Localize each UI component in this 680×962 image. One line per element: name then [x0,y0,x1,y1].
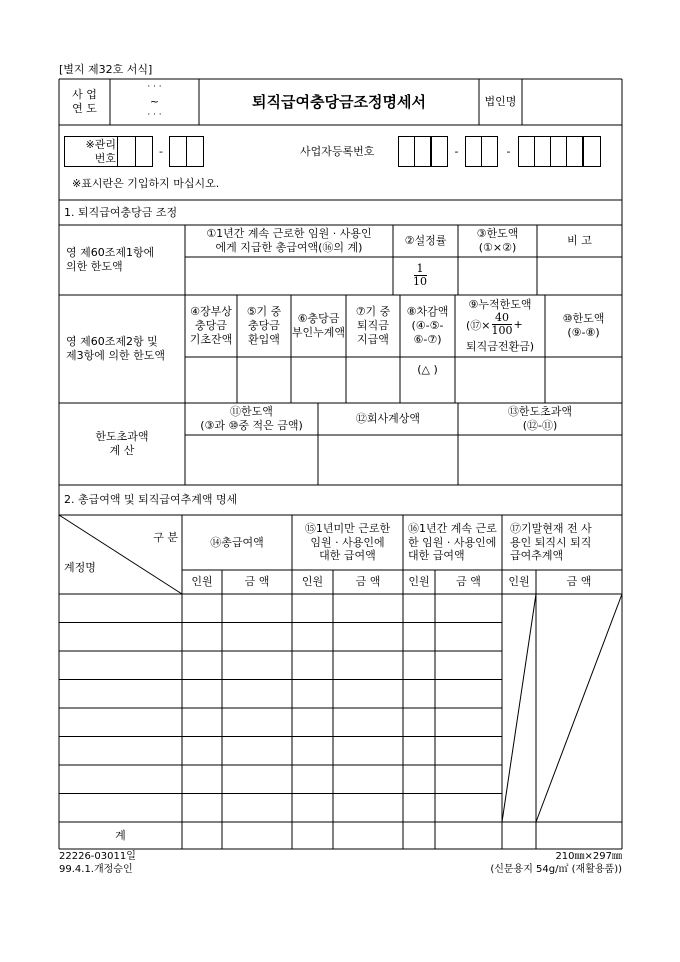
biz-reg-number-cell[interactable] [518,136,535,167]
biz-reg-number-cell[interactable] [583,136,601,167]
mgmt-number-cell[interactable] [169,136,187,167]
business-year-label: 사 업 연 도 [72,88,97,115]
corp-name-field[interactable] [522,79,622,125]
rate-denominator: 10 [413,275,427,289]
blockB-label: 영 제60조제2항 및 제3항에 의한 한도액 [66,335,165,362]
form-code: 22226-03011일 [59,851,136,863]
group-1yr-continuous: ⑯1년간 계속 근로 한 임원 · 사용인에 대한 급여액 [408,521,497,563]
blockB-col-header: ⑩한도액 (⑨-⑧) [562,312,605,339]
biz-reg-number-cell[interactable] [481,136,498,167]
form-id: [별지 제32호 서식] [59,63,153,77]
col9-fraction [492,312,513,337]
paper-spec: (신문용지 54g/㎡ (재활용품)) [490,864,622,876]
biz-reg-number-cell[interactable] [465,136,482,167]
biz-reg-number-cell[interactable] [398,136,415,167]
total-row-label: 계 [115,828,126,842]
biz-reg-number-cell[interactable] [566,136,583,167]
blockA-remarks-header: 비 고 [567,234,592,248]
col9-denominator: 100 [491,324,513,338]
count-subheader: 인원 [408,575,430,589]
section1-title: 1. 퇴직급여충당금 조정 [64,205,178,219]
blockA-col2-header: ②설정률 [404,234,447,248]
corner-account: 계정명 [64,561,96,575]
mgmt-number-cell[interactable] [186,136,204,167]
deduction-delta: (△ ) [417,363,438,377]
setting-rate-fraction [413,263,427,288]
approval-date: 99.4.1.개정승인 [59,864,133,876]
amount-subheader: 금 액 [456,575,481,589]
count-subheader: 인원 [191,575,213,589]
grid-line [536,594,622,822]
blockB-col-header: ⑦기 중 퇴직금 지급액 [355,305,391,346]
blockC-col11-header: ⑪한도액 (③과 ⑩중 적은 금액) [200,405,303,432]
biz-reg-number-cell[interactable] [414,136,431,167]
mgmt-number-cell[interactable] [117,136,136,167]
count-subheader: 인원 [301,575,324,589]
blockB-col-header: ⑧차감액 (④-⑤- ⑥-⑦) [406,305,449,346]
group-under-1yr: ⑮1년미만 근로한 임원 · 사용인에 대한 급여액 [304,521,391,563]
biz-reg-number-cell[interactable] [534,136,551,167]
group-total-salary: ⑭총급여액 [210,535,264,549]
amount-subheader: 금 액 [566,575,592,589]
section2-title: 2. 총급여액 및 퇴직급여추계액 명세 [64,493,238,507]
col9-plus: + [513,318,523,332]
col9-prefix: (⑰× [466,318,491,332]
year-start-date[interactable]: · · · [147,82,162,93]
mgmt-number-cell[interactable] [135,136,153,167]
note-text: ※표시란은 기입하지 마십시오. [72,177,220,191]
blockA-label: 영 제60조제1항에 의한 한도액 [66,246,155,273]
blockA-col1-header: ①1년간 계속 근로한 임원 · 사용인 에게 지급한 총급여액(⑯의 계) [206,227,372,254]
biz-reg-number-cell[interactable] [550,136,567,167]
blockB-col9-header: ⑨누적한도액 [468,298,532,312]
grid-line [59,515,182,594]
blockB-col-header: ⑥충당금 부인누계액 [291,312,346,339]
col9-tail: 퇴직금전환금) [465,340,535,354]
group-retirement-estimate: ⑰기말현재 전 사 용인 퇴직시 퇴직 급여추계액 [510,521,592,563]
blockB-col-header: ④장부상 충당금 기초잔액 [189,305,233,346]
paper-size: 210㎜×297㎜ [555,851,622,863]
biz-reg-number-label: 사업자등록번호 [300,144,375,158]
blockC-col12-header: ⑫회사계상액 [355,412,421,426]
amount-subheader: 금 액 [244,575,270,589]
col9-numerator: 40 [492,312,512,325]
dash: - [454,144,459,158]
year-end-date[interactable]: · · · [147,110,162,121]
blockB-col-header: ⑤기 중 충당금 환입액 [246,305,282,346]
dash: - [506,144,511,158]
page-title: 퇴직급여충당금조정명세서 [252,92,426,111]
blockA-col3-header: ③한도액 (①×②) [476,227,519,254]
corner-category: 구 분 [153,531,178,545]
dash: - [159,144,163,158]
blockC-label: 한도초과액 계 산 [95,430,149,457]
count-subheader: 인원 [508,575,530,589]
grid-line [502,594,536,822]
rate-numerator: 1 [414,263,427,276]
amount-subheader: 금 액 [355,575,381,589]
mgmt-number-label: ※관리 번호 [85,137,116,165]
blockC-col13-header: ⑬한도초과액 (⑫-⑪) [507,405,573,432]
year-tilde: ~ [149,95,160,109]
biz-reg-number-cell[interactable] [431,136,448,167]
corp-name-label: 법인명 [484,95,517,109]
